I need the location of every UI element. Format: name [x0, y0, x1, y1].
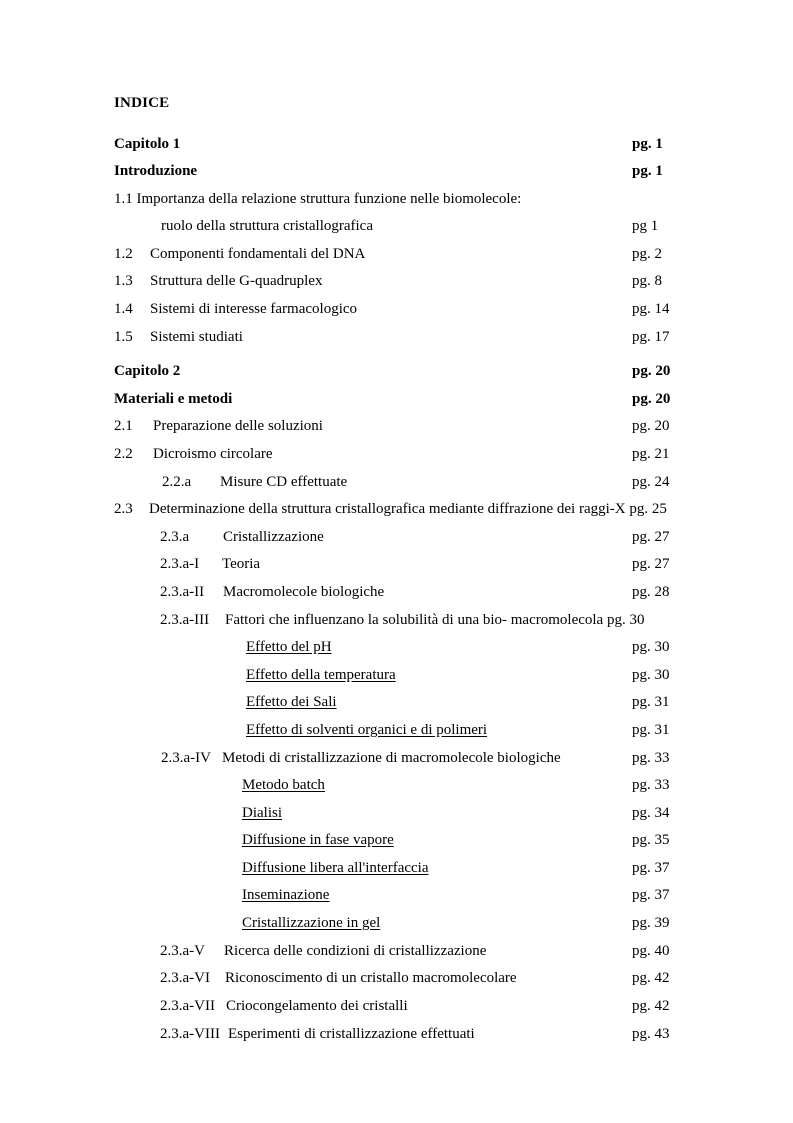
toc-entry-2-3-a-iii[interactable]	[114, 610, 714, 630]
toc-entry-1-5[interactable]	[114, 327, 714, 347]
toc-entry-2-2[interactable]	[114, 444, 714, 464]
toc-entry-introduzione[interactable]	[114, 161, 714, 181]
entry-title: Determinazione della struttura cristallografica mediante diffrazione dei raggi-X pg. 25	[149, 501, 667, 517]
entry-number: 2.3.a-VII	[160, 998, 215, 1014]
entry-page: pg. 24	[632, 474, 670, 490]
entry-page: pg. 31	[632, 722, 670, 738]
toc-entry-1-1-continued[interactable]	[114, 216, 714, 236]
entry-page: pg 1	[632, 218, 659, 234]
toc-entry-2-3[interactable]	[114, 499, 714, 519]
entry-page: pg. 31	[632, 694, 670, 710]
entry-title: Diffusione in fase vapore	[242, 832, 394, 848]
entry-number: 2.3.a-VI	[160, 970, 210, 986]
toc-entry-2-3-a-vii[interactable]	[114, 996, 714, 1016]
entry-number: 2.3.a	[160, 529, 190, 545]
entry-page: pg. 20	[632, 391, 671, 407]
entry-page: pg. 37	[632, 860, 670, 876]
entry-number: 2.3.a-IV	[161, 750, 211, 766]
entry-number: 2.2.a	[162, 474, 192, 490]
toc-entry-effetto-temperatura[interactable]	[114, 665, 714, 685]
toc-entry-2-1[interactable]	[114, 416, 714, 436]
entry-page: pg. 20	[632, 363, 671, 379]
toc-entry-1-2[interactable]	[114, 244, 714, 264]
entry-title: Teoria	[222, 556, 261, 572]
toc-entry-effetto-ph[interactable]	[114, 637, 714, 657]
entry-title: Effetto di solventi organici e di polimeri	[246, 722, 488, 738]
toc-entry-chapter-2[interactable]	[114, 361, 714, 381]
entry-title: 1.1 Importanza della relazione struttura funzione nelle biomolecole:	[114, 191, 522, 207]
entry-page: pg. 33	[632, 777, 670, 793]
toc-entry-inseminazione[interactable]	[114, 885, 714, 905]
entry-page: pg. 21	[632, 446, 670, 462]
entry-number: 1.4	[114, 301, 133, 317]
entry-title: Effetto dei Sali	[246, 694, 337, 710]
entry-number: 1.5	[114, 329, 133, 345]
entry-page: pg. 28	[632, 584, 670, 600]
entry-number: 2.2	[114, 446, 133, 462]
entry-title: Cristallizzazione in gel	[242, 915, 381, 931]
entry-title: Fattori che influenzano la solubilità di una bio- macromolecola pg. 30	[225, 612, 645, 628]
entry-title: Criocongelamento dei cristalli	[226, 998, 408, 1014]
entry-page: pg. 1	[632, 163, 663, 179]
entry-number: 2.3.a-VIII	[160, 1026, 220, 1042]
toc-entry-2-3-a-vi[interactable]	[114, 968, 714, 988]
entry-page: pg. 35	[632, 832, 670, 848]
entry-page: pg. 40	[632, 943, 670, 959]
toc-entry-1-1[interactable]	[114, 189, 714, 209]
toc-entry-dialisi[interactable]	[114, 803, 714, 823]
entry-title: Metodo batch	[242, 777, 325, 793]
entry-page: pg. 33	[632, 750, 670, 766]
entry-page: pg. 20	[632, 418, 670, 434]
toc-entry-effetto-sali[interactable]	[114, 692, 714, 712]
entry-title: Metodi di cristallizzazione di macromolecole biologiche	[222, 750, 561, 766]
entry-number: 2.3	[114, 501, 133, 517]
toc-entry-2-3-a[interactable]	[114, 527, 714, 547]
entry-page: pg. 34	[632, 805, 670, 821]
toc-entry-2-3-a-v[interactable]	[114, 941, 714, 961]
toc-entry-2-3-a-viii[interactable]	[114, 1024, 714, 1044]
entry-title: Sistemi studiati	[150, 329, 243, 345]
index-heading: INDICE	[114, 95, 170, 111]
toc-entry-diffusione-vapore[interactable]	[114, 830, 714, 850]
entry-page: pg. 14	[632, 301, 670, 317]
toc-entry-2-3-a-ii[interactable]	[114, 582, 714, 602]
toc-entry-effetto-solventi[interactable]	[114, 720, 714, 740]
entry-page: pg. 27	[632, 529, 670, 545]
toc-entry-cristallizzazione-gel[interactable]	[114, 913, 714, 933]
toc-entry-materiali-e-metodi[interactable]	[114, 389, 714, 409]
entry-page: pg. 17	[632, 329, 670, 345]
entry-page: pg. 30	[632, 667, 670, 683]
entry-page: pg. 8	[632, 273, 662, 289]
toc-entry-1-3[interactable]	[114, 271, 714, 291]
entry-title: Effetto del pH	[246, 639, 332, 655]
entry-title: Cristallizzazione	[223, 529, 324, 545]
entry-page: pg. 43	[632, 1026, 670, 1042]
toc-entry-2-2-a[interactable]	[114, 472, 714, 492]
entry-number: 2.3.a-I	[160, 556, 200, 572]
toc-entry-2-3-a-iv[interactable]	[114, 748, 714, 768]
entry-page: pg. 27	[632, 556, 670, 572]
entry-page: pg. 30	[632, 639, 670, 655]
entry-title: Dicroismo circolare	[153, 446, 273, 462]
entry-page: pg. 42	[632, 998, 670, 1014]
entry-title: Riconoscimento di un cristallo macromolecolare	[225, 970, 517, 986]
entry-title: Inseminazione	[242, 887, 330, 903]
toc-entry-metodo-batch[interactable]	[114, 775, 714, 795]
entry-number: 1.2	[114, 246, 133, 262]
entry-title: Capitolo 2	[114, 363, 181, 379]
toc-entry-1-4[interactable]	[114, 299, 714, 319]
entry-page: pg. 2	[632, 246, 662, 262]
entry-title: Diffusione libera all'interfaccia	[242, 860, 429, 876]
entry-title: Esperimenti di cristallizzazione effettuati	[228, 1026, 475, 1042]
entry-page: pg. 1	[632, 136, 663, 152]
entry-page: pg. 42	[632, 970, 670, 986]
entry-number: 2.3.a-V	[160, 943, 205, 959]
entry-title: Macromolecole biologiche	[223, 584, 385, 600]
entry-title: Introduzione	[114, 163, 198, 179]
entry-title: Capitolo 1	[114, 136, 181, 152]
entry-title: ruolo della struttura cristallografica	[161, 218, 373, 234]
entry-number: 2.3.a-III	[160, 612, 210, 628]
entry-number: 2.1	[114, 418, 133, 434]
entry-title: Preparazione delle soluzioni	[153, 418, 323, 434]
entry-page: pg. 39	[632, 915, 670, 931]
entry-page: pg. 37	[632, 887, 670, 903]
entry-title: Struttura delle G-quadruplex	[150, 273, 323, 289]
entry-title: Sistemi di interesse farmacologico	[150, 301, 358, 317]
toc-entry-chapter-1[interactable]	[114, 134, 714, 154]
entry-title: Misure CD effettuate	[220, 474, 348, 490]
toc-entry-diffusione-libera[interactable]	[114, 858, 714, 878]
entry-title: Effetto della temperatura	[246, 667, 396, 683]
entry-number: 2.3.a-II	[160, 584, 205, 600]
entry-title: Componenti fondamentali del DNA	[150, 246, 366, 262]
toc-entry-2-3-a-i[interactable]	[114, 554, 714, 574]
entry-number: 1.3	[114, 273, 133, 289]
entry-title: Materiali e metodi	[114, 391, 233, 407]
entry-title: Ricerca delle condizioni di cristallizzazione	[224, 943, 487, 959]
entry-title: Dialisi	[242, 805, 282, 821]
